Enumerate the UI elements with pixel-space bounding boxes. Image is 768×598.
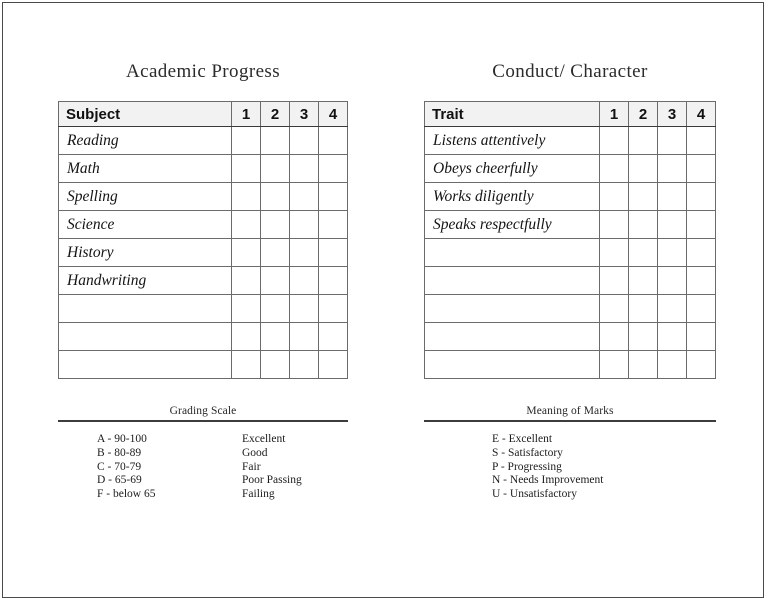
conduct-mark-cell-q4[interactable] xyxy=(687,183,716,211)
academic-mark-cell-q3[interactable] xyxy=(290,155,319,183)
academic-mark-cell-q4[interactable] xyxy=(319,295,348,323)
conduct-character-title: Conduct/ Character xyxy=(492,61,648,82)
academic-mark-cell-q1[interactable] xyxy=(232,351,261,379)
academic-mark-cell-q2[interactable] xyxy=(261,183,290,211)
conduct-mark-cell-q4[interactable] xyxy=(687,351,716,379)
conduct-mark-cell-q1[interactable] xyxy=(600,323,629,351)
conduct-mark-cell-q2[interactable] xyxy=(629,323,658,351)
academic-mark-cell-q3[interactable] xyxy=(290,127,319,155)
academic-row-label: Handwriting xyxy=(59,267,232,295)
table-row xyxy=(59,183,348,211)
conduct-row-label xyxy=(425,323,600,351)
academic-row-label: Science xyxy=(59,211,232,239)
content-columns xyxy=(3,3,763,597)
academic-mark-cell-q1[interactable] xyxy=(232,267,261,295)
conduct-mark-cell-q3[interactable] xyxy=(658,323,687,351)
academic-mark-cell-q2[interactable] xyxy=(261,155,290,183)
table-row xyxy=(425,127,716,155)
meaning-of-marks-list xyxy=(424,433,716,502)
meaning-of-marks-entry-key: P - Progressing xyxy=(492,460,562,473)
conduct-mark-cell-q4[interactable] xyxy=(687,295,716,323)
academic-header-quarter-1: 1 xyxy=(232,102,261,127)
report-card-page xyxy=(2,2,764,598)
academic-row-label xyxy=(59,295,232,323)
conduct-mark-cell-q4[interactable] xyxy=(687,239,716,267)
conduct-mark-cell-q3[interactable] xyxy=(658,155,687,183)
academic-mark-cell-q4[interactable] xyxy=(319,267,348,295)
academic-row-label: Math xyxy=(59,155,232,183)
table-row xyxy=(425,239,716,267)
conduct-row-label: Works diligently xyxy=(425,183,600,211)
conduct-mark-cell-q3[interactable] xyxy=(658,127,687,155)
academic-mark-cell-q3[interactable] xyxy=(290,239,319,267)
academic-mark-cell-q3[interactable] xyxy=(290,323,319,351)
grading-scale-entry xyxy=(58,447,348,461)
academic-mark-cell-q2[interactable] xyxy=(261,127,290,155)
table-row xyxy=(59,295,348,323)
academic-mark-cell-q3[interactable] xyxy=(290,183,319,211)
table-row xyxy=(425,211,716,239)
table-row xyxy=(425,323,716,351)
table-row xyxy=(59,239,348,267)
academic-mark-cell-q3[interactable] xyxy=(290,351,319,379)
conduct-mark-cell-q3[interactable] xyxy=(658,267,687,295)
academic-row-label: Spelling xyxy=(59,183,232,211)
meaning-of-marks-entry xyxy=(424,433,716,447)
conduct-table-body xyxy=(425,127,716,379)
conduct-mark-cell-q1[interactable] xyxy=(600,155,629,183)
conduct-mark-cell-q2[interactable] xyxy=(629,183,658,211)
table-row xyxy=(425,351,716,379)
conduct-header-quarter-2: 2 xyxy=(629,102,658,127)
academic-table-body xyxy=(59,127,348,379)
conduct-row-label: Speaks respectfully xyxy=(425,211,600,239)
academic-header-subject: Subject xyxy=(59,102,232,127)
conduct-table-head xyxy=(425,102,716,127)
conduct-mark-cell-q3[interactable] xyxy=(658,239,687,267)
conduct-mark-cell-q1[interactable] xyxy=(600,267,629,295)
meaning-of-marks-entry xyxy=(424,461,716,475)
conduct-mark-cell-q4[interactable] xyxy=(687,127,716,155)
conduct-mark-cell-q3[interactable] xyxy=(658,183,687,211)
academic-mark-cell-q1[interactable] xyxy=(232,127,261,155)
grading-scale-entry xyxy=(58,488,348,502)
conduct-mark-cell-q1[interactable] xyxy=(600,295,629,323)
academic-mark-cell-q1[interactable] xyxy=(232,295,261,323)
conduct-character-section xyxy=(424,61,716,379)
conduct-mark-cell-q1[interactable] xyxy=(600,351,629,379)
meaning-of-marks-entry-key: S - Satisfactory xyxy=(492,446,563,459)
meaning-of-marks-divider xyxy=(424,420,716,422)
grading-scale-entry xyxy=(58,474,348,488)
table-row xyxy=(59,211,348,239)
grading-scale-divider xyxy=(58,420,348,422)
conduct-header-quarter-1: 1 xyxy=(600,102,629,127)
conduct-row-label xyxy=(425,267,600,295)
academic-mark-cell-q1[interactable] xyxy=(232,239,261,267)
grading-scale-entry-description: Excellent xyxy=(242,433,286,445)
table-row xyxy=(425,295,716,323)
conduct-mark-cell-q3[interactable] xyxy=(658,295,687,323)
meaning-of-marks-entry xyxy=(424,488,716,502)
academic-mark-cell-q2[interactable] xyxy=(261,267,290,295)
grading-scale-entry xyxy=(58,433,348,447)
conduct-mark-cell-q3[interactable] xyxy=(658,351,687,379)
academic-table-head xyxy=(59,102,348,127)
academic-header-quarter-4: 4 xyxy=(319,102,348,127)
academic-progress-section xyxy=(58,61,348,379)
academic-mark-cell-q4[interactable] xyxy=(319,211,348,239)
conduct-mark-cell-q1[interactable] xyxy=(600,183,629,211)
academic-mark-cell-q4[interactable] xyxy=(319,351,348,379)
grading-scale-entry-key: A - 90-100 xyxy=(97,433,147,445)
meaning-of-marks-section xyxy=(424,405,716,502)
conduct-mark-cell-q1[interactable] xyxy=(600,239,629,267)
meaning-of-marks-entry-key: U - Unsatisfactory xyxy=(492,488,577,501)
table-row xyxy=(59,127,348,155)
academic-progress-table xyxy=(58,101,348,379)
academic-mark-cell-q2[interactable] xyxy=(261,295,290,323)
grading-scale-entry-description: Good xyxy=(242,446,268,459)
table-row xyxy=(425,155,716,183)
table-row xyxy=(59,323,348,351)
academic-mark-cell-q4[interactable] xyxy=(319,155,348,183)
academic-mark-cell-q4[interactable] xyxy=(319,323,348,351)
table-row xyxy=(59,267,348,295)
academic-mark-cell-q4[interactable] xyxy=(319,127,348,155)
table-row xyxy=(59,155,348,183)
table-row xyxy=(59,351,348,379)
conduct-mark-cell-q3[interactable] xyxy=(658,211,687,239)
grading-scale-entry-key: F - below 65 xyxy=(97,488,156,501)
grading-scale-title: Grading Scale xyxy=(169,405,237,417)
meaning-of-marks-entry-key: N - Needs Improvement xyxy=(492,474,604,487)
grading-scale-entry-key: B - 80-89 xyxy=(97,446,142,459)
conduct-mark-cell-q2[interactable] xyxy=(629,295,658,323)
academic-row-label: History xyxy=(59,239,232,267)
conduct-header-trait: Trait xyxy=(425,102,600,127)
academic-mark-cell-q1[interactable] xyxy=(232,183,261,211)
academic-mark-cell-q1[interactable] xyxy=(232,323,261,351)
conduct-mark-cell-q2[interactable] xyxy=(629,155,658,183)
conduct-mark-cell-q1[interactable] xyxy=(600,127,629,155)
conduct-mark-cell-q4[interactable] xyxy=(687,267,716,295)
conduct-row-label xyxy=(425,239,600,267)
conduct-mark-cell-q2[interactable] xyxy=(629,267,658,295)
conduct-mark-cell-q2[interactable] xyxy=(629,211,658,239)
academic-header-quarter-3: 3 xyxy=(290,102,319,127)
grading-scale-entry xyxy=(58,461,348,475)
academic-mark-cell-q3[interactable] xyxy=(290,295,319,323)
grading-scale-entry-key: D - 65-69 xyxy=(97,474,142,487)
grading-scale-list xyxy=(58,433,348,502)
meaning-of-marks-entry xyxy=(424,474,716,488)
academic-mark-cell-q3[interactable] xyxy=(290,211,319,239)
table-row xyxy=(425,267,716,295)
grading-scale-entry-key: C - 70-79 xyxy=(97,460,142,473)
grading-scale-entry-description: Poor Passing xyxy=(242,474,302,487)
academic-row-label xyxy=(59,323,232,351)
academic-row-label xyxy=(59,351,232,379)
conduct-mark-cell-q2[interactable] xyxy=(629,351,658,379)
academic-mark-cell-q2[interactable] xyxy=(261,323,290,351)
grading-scale-entry-description: Failing xyxy=(242,488,275,501)
meaning-of-marks-entry-key: E - Excellent xyxy=(492,433,553,445)
academic-progress-title: Academic Progress xyxy=(125,61,280,82)
meaning-of-marks-entry xyxy=(424,447,716,461)
conduct-row-label xyxy=(425,295,600,323)
conduct-mark-cell-q1[interactable] xyxy=(600,211,629,239)
table-header-row xyxy=(59,102,348,127)
academic-mark-cell-q2[interactable] xyxy=(261,239,290,267)
academic-mark-cell-q2[interactable] xyxy=(261,211,290,239)
academic-mark-cell-q2[interactable] xyxy=(261,351,290,379)
conduct-row-label: Obeys cheerfully xyxy=(425,155,600,183)
conduct-mark-cell-q4[interactable] xyxy=(687,323,716,351)
academic-mark-cell-q3[interactable] xyxy=(290,267,319,295)
conduct-mark-cell-q4[interactable] xyxy=(687,211,716,239)
academic-row-label: Reading xyxy=(59,127,232,155)
academic-mark-cell-q4[interactable] xyxy=(319,239,348,267)
grading-scale-section xyxy=(58,405,348,502)
conduct-mark-cell-q2[interactable] xyxy=(629,127,658,155)
table-header-row xyxy=(425,102,716,127)
conduct-mark-cell-q2[interactable] xyxy=(629,239,658,267)
conduct-mark-cell-q4[interactable] xyxy=(687,155,716,183)
conduct-header-quarter-3: 3 xyxy=(658,102,687,127)
conduct-header-quarter-4: 4 xyxy=(687,102,716,127)
conduct-row-label: Listens attentively xyxy=(425,127,600,155)
conduct-row-label xyxy=(425,351,600,379)
academic-mark-cell-q1[interactable] xyxy=(232,211,261,239)
table-row xyxy=(425,183,716,211)
academic-header-quarter-2: 2 xyxy=(261,102,290,127)
academic-mark-cell-q4[interactable] xyxy=(319,183,348,211)
academic-mark-cell-q1[interactable] xyxy=(232,155,261,183)
meaning-of-marks-title: Meaning of Marks xyxy=(526,405,614,417)
grading-scale-entry-description: Fair xyxy=(242,460,261,473)
conduct-character-table xyxy=(424,101,716,379)
